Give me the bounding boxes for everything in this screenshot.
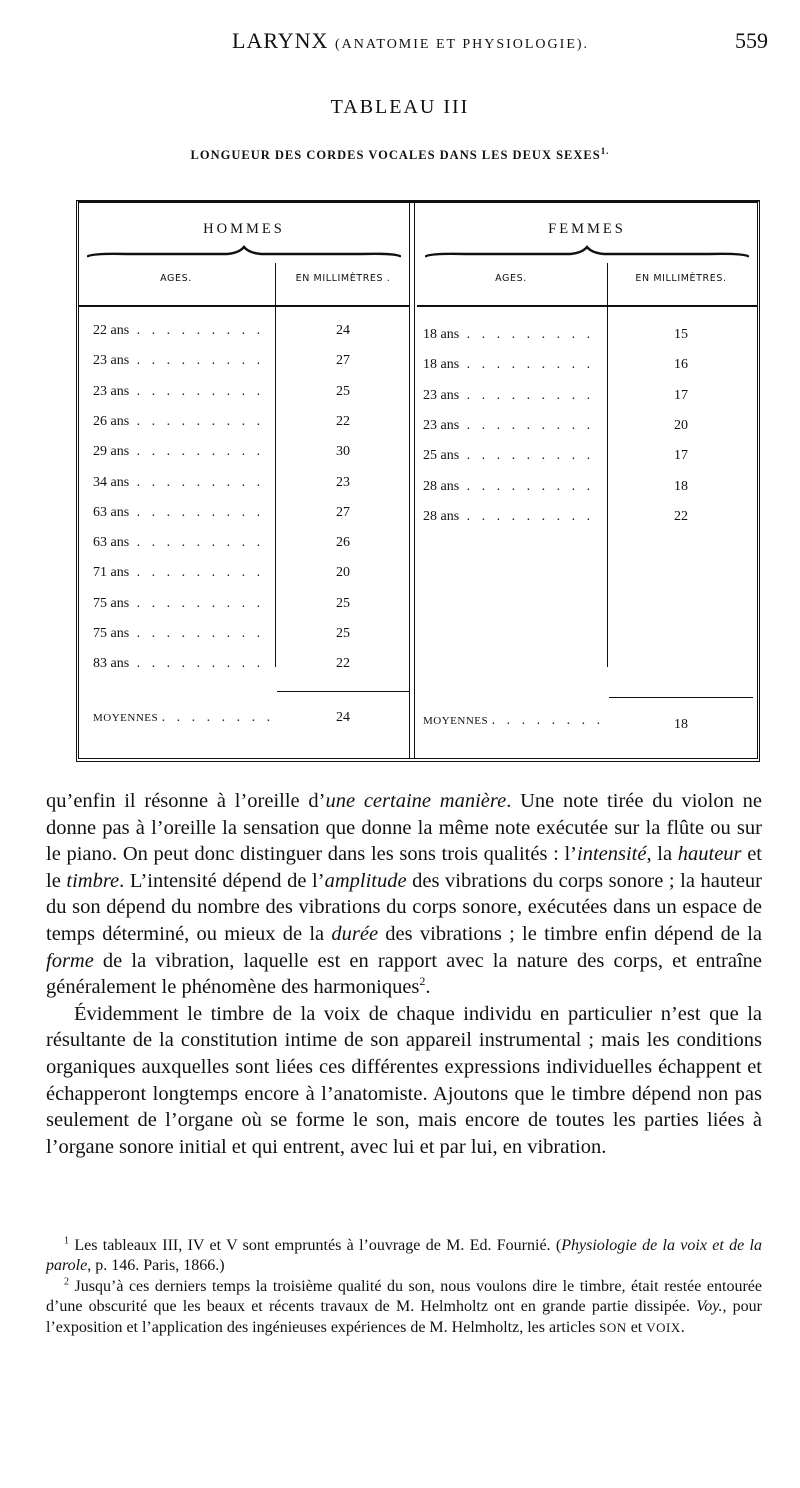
men-foot-rule [277,691,409,692]
footnote-2-article-son: SON [599,1319,627,1335]
men-row-age-text: 23 ans [93,383,130,399]
men-row-mm: 20 [336,565,350,581]
women-row-age [423,357,594,373]
women-heading: FEMMES [548,221,626,237]
men-row-age [93,565,264,581]
men-row-age [93,626,264,642]
women-row-mm: 17 [674,448,688,464]
p1-text: et le [46,843,763,892]
leader-dots: . . . . . . . . . [129,353,265,369]
men-row-age [93,656,264,672]
leader-dots: . . . . . . . . . [129,565,265,581]
p1-text: . [425,976,431,999]
women-row-mm: 15 [674,327,688,342]
leader-dots: . . . . . . . . . [129,504,265,520]
women-brace-icon [425,245,749,259]
leader-dots: . . . . . . . . . [459,357,595,373]
women-section [417,203,757,758]
women-col-age-header: AGES. [495,273,527,284]
men-row-mm: 25 [336,595,350,611]
men-row-age-text: 75 ans [93,626,130,641]
table-caption [0,146,800,163]
footnote-2-voy: Voy. [696,1298,723,1316]
women-row-age-text: 23 ans [423,417,460,433]
paragraph-1 [46,788,762,1001]
women-average-label: MOYENNES . . . . . . . . [423,713,605,728]
men-row-mm: 22 [336,656,350,672]
men-row-age [93,353,264,369]
p1-emph: timbre [66,869,120,892]
men-row-age-text: 63 ans [93,504,130,520]
p1-emph: forme [46,949,94,972]
footnote-2-text: , pour l’exposition et l’application des ingénieuses expériences de M. Helmholtz, les articles [46,1298,763,1336]
leader-dots: . . . . . . . . . [459,478,595,494]
footnote-1-book-title: Physiologie de la voix et de la parole [46,1237,763,1275]
men-row-age [93,323,264,339]
footnote-2 [46,1277,762,1338]
women-row-age-text: 28 ans [423,478,460,494]
men-row-age-text: 63 ans [93,535,130,551]
leader-dots: . . . . . . . . . [129,656,265,672]
leader-dots: . . . . . . . . . [129,535,265,551]
men-row-age-text: 22 ans [93,323,130,338]
leader-dots: . . . . . . . . . [129,323,265,338]
leader-dots: . . . . . . . . . [129,413,265,429]
p1-emph: durée [331,922,379,945]
men-row-mm: 26 [336,535,350,551]
p1-text: des vibrations ; le timbre enfin dépend de la [378,922,762,945]
men-row-age-text: 23 ans [93,353,130,369]
table-caption-text: LONGUEUR DES CORDES VOCALES DANS LES DEUX SEXES [190,148,601,163]
men-row-age-text: 75 ans [93,595,130,611]
women-average-label-text: MOYENNES [423,715,489,727]
p1-text: . Une note tirée du violon ne donne pas à l’oreille la sensation que donne la même note exécutée sur la flûte ou sur le piano. On peut donc distinguer dans les sons trois qualités : l’ [46,790,762,866]
men-row-mm: 27 [336,504,350,520]
men-row-mm: 25 [336,383,350,399]
table-title: TABLEAU III [330,96,470,118]
men-row-age-text: 34 ans [93,474,130,490]
women-col-separator [607,263,608,667]
p1-emph: hauteur [677,843,742,866]
leader-dots: . . . . . . . . . [129,626,265,641]
men-row-age [93,535,264,551]
p1-text: des vibrations du corps sonore ; la hauteur du son dépend du nombre des vibrations du corps sonore, exécutées dans un espace de temps déterminé, ou mieux de la [46,869,762,945]
leader-dots: . . . . . . . . . [459,387,595,403]
women-row-age [423,479,594,495]
men-row-age-text: 71 ans [93,565,130,581]
men-head-rule [79,305,409,307]
footnote-2-article-voix: VOIX [646,1319,681,1335]
footnote-2-text: Jusqu’à ces derniers temps la troisième qualité du son, nous voulons dire le timbre, était restée entourée d’une obscurité que les beaux et récents travaux de M. Helmholtz ont en grande partie dissipée. [46,1277,762,1316]
footnote-1-mark: 1 [64,1235,69,1247]
men-row-mm: 27 [336,353,350,369]
p1-text: de la vibration, laquelle est en rapport avec la nature des corps, et entraîne généralement le phénomène des harmoniques [46,949,762,999]
p1-emph: intensité [577,843,647,866]
women-row-age [423,418,594,434]
running-title-main: LARYNX [232,28,329,53]
footnote-1-text: , p. 146. Paris, 1866.) [87,1257,225,1275]
paragraph-2: Évidemment le timbre de la voix de chaque individu en particulier n’est que la résultante de la constitution intime de son appareil instrumental ; mais les conditions organiques auxquelles sont liées ces différentes expressions individuelles échappent et échapperont longtemps encore à l’anatomiste. Ajoutons que le timbre dépend non pas seulement de l’organe où se forme le son, mais encore de toutes les parties liées à l’organe sonore initial et qui entrent, avec lui et par lui, en vibration. [46,1002,762,1158]
table-caption-note: 1. [600,146,610,156]
table-middle-divider [409,203,415,758]
men-row-mm: 24 [336,323,350,338]
men-col-age-header: AGES. [160,273,192,284]
men-col-mm-header: EN MILLIMÈTRES . [295,273,391,284]
leader-dots: . . . . . . . . . [129,444,265,460]
men-row-mm: 22 [336,413,350,429]
men-row-age [93,414,264,430]
men-row-age [93,475,264,491]
men-row-age-text: 83 ans [93,656,130,672]
p1-emph: une certaine manière [325,790,507,812]
women-row-mm: 18 [674,478,688,494]
men-average-label: MOYENNES . . . . . . . . [93,710,275,725]
leader-dots: . . . . . . . . . [129,595,265,611]
footnote-1 [46,1236,762,1277]
footnote-2-mark: 2 [64,1276,69,1288]
page-number: 559 [735,28,768,53]
women-row-age [423,448,594,464]
women-row-mm: 20 [674,417,688,433]
men-row-age [93,505,264,521]
men-row-age-text: 26 ans [93,413,130,429]
leader-dots: . . . . . . . . . [459,508,595,524]
women-row-age-text: 23 ans [423,387,460,403]
vocal-cords-table [76,200,760,762]
women-row-mm: 17 [674,387,688,403]
footnote-1-text: Les tableaux III, IV et V sont empruntés à l’ouvrage de M. Ed. Fournié. ( [69,1237,562,1254]
leader-dots: . . . . . . . . . [459,448,595,464]
footnote-2-text: . [680,1318,685,1336]
women-head-rule [417,305,757,307]
women-average-value: 18 [674,717,688,732]
women-row-age [423,388,594,404]
men-row-age [93,384,264,400]
women-row-age [423,509,594,525]
men-row-age-text: 29 ans [93,444,130,460]
men-col-separator [275,263,276,667]
footnotes [46,1236,762,1338]
men-heading: HOMMES [203,221,285,237]
men-row-mm: 25 [336,626,350,641]
p1-text: , la [646,843,678,866]
men-average-label-text: MOYENNES [93,712,159,724]
women-col-mm-header: EN MILLIMÈTRES. [635,273,727,284]
body-text [46,788,762,1160]
men-average-value: 24 [336,710,350,725]
women-row-age-text: 18 ans [423,327,460,342]
women-row-age-text: 28 ans [423,508,460,524]
running-title [232,28,589,54]
p1-text: . L’intensité dépend de l’ [119,869,325,892]
men-row-age [93,444,264,460]
running-header [0,28,800,58]
women-row-age-text: 25 ans [423,448,460,464]
leader-dots: . . . . . . . . . [459,417,595,433]
leader-dots: . . . . . . . . . [129,474,265,490]
men-row-age [93,596,264,612]
women-row-mm: 16 [674,357,688,373]
women-row-age [423,327,594,343]
p1-text: qu’enfin il résonne à l’oreille d’ [46,790,326,812]
p1-emph: amplitude [324,869,407,892]
women-foot-rule [609,697,753,698]
running-title-sub: (ANATOMIE ET PHYSIOLOGIE). [334,37,590,52]
footnote-ref-2[interactable]: 2 [419,974,426,989]
women-row-mm: 22 [674,508,688,524]
men-row-mm: 30 [336,444,350,460]
women-row-age-text: 18 ans [423,357,460,373]
leader-dots: . . . . . . . . . [129,383,265,399]
footnote-2-text: et [626,1318,647,1336]
men-row-mm: 23 [336,474,350,490]
leader-dots: . . . . . . . . . [459,327,595,342]
men-brace-icon [87,245,401,259]
men-section [79,203,409,758]
